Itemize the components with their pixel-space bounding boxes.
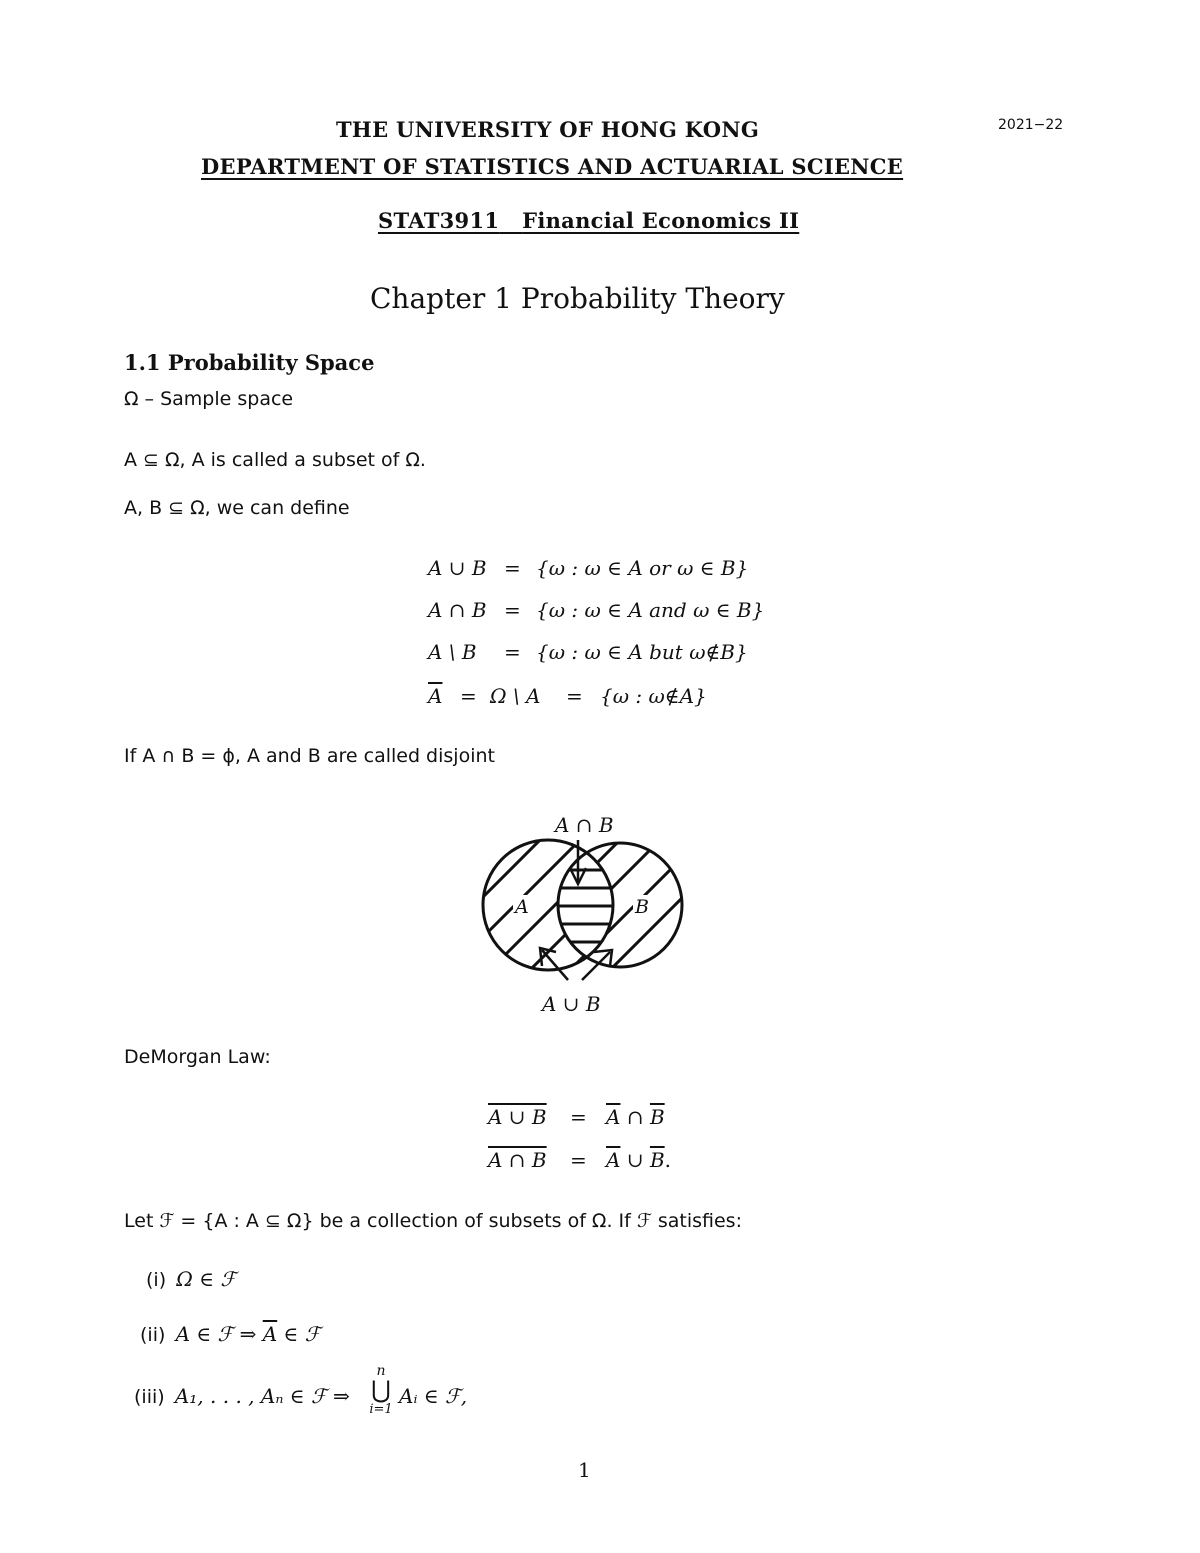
condition-ii: (ii) A ∈ ℱ ⇒ $\overline{A}$ ∈ ℱ xyxy=(140,1322,321,1346)
department-name: DEPARTMENT OF STATISTICS AND ACTUARIAL SCIENCE xyxy=(201,154,904,179)
condition-i: (i) Ω ∈ ℱ xyxy=(146,1267,237,1291)
university-name: THE UNIVERSITY OF HONG KONG xyxy=(336,117,760,142)
course-code: STAT3911 xyxy=(378,208,500,233)
condition-iii-end: Aᵢ ∈ ℱ, xyxy=(399,1384,468,1408)
disjoint-line: If A ∩ B = ϕ, A and B are called disjoint xyxy=(124,745,495,767)
demorgan-heading: DeMorgan Law: xyxy=(124,1046,271,1068)
venn-diagram xyxy=(470,810,700,1025)
big-union: n ⋃ i=1 xyxy=(369,1363,393,1417)
venn-label-b: B xyxy=(635,896,649,918)
collection-line: Let ℱ = {A : A ⊆ Ω} be a collection of subsets of Ω. If ℱ satisfies: xyxy=(124,1210,742,1232)
page-number: 1 xyxy=(578,1458,591,1482)
venn-label-intersection: A ∩ B xyxy=(555,813,614,837)
sample-space-line: Ω – Sample space xyxy=(124,388,294,410)
section-title: 1.1 Probability Space xyxy=(124,350,375,375)
subset-line: A ⊆ Ω, A is called a subset of Ω. xyxy=(124,449,426,471)
venn-label-a: A xyxy=(515,896,529,918)
academic-year: 2021−22 xyxy=(998,117,1064,133)
define-line: A, B ⊆ Ω, we can define xyxy=(124,497,350,519)
course-name: Financial Economics II xyxy=(522,208,800,233)
venn-label-union: A ∪ B xyxy=(542,992,601,1016)
chapter-title: Chapter 1 Probability Theory xyxy=(370,282,785,315)
course-title xyxy=(378,208,799,233)
condition-iii: (iii) A₁, . . . , Aₙ ∈ ℱ ⇒ xyxy=(134,1384,350,1408)
